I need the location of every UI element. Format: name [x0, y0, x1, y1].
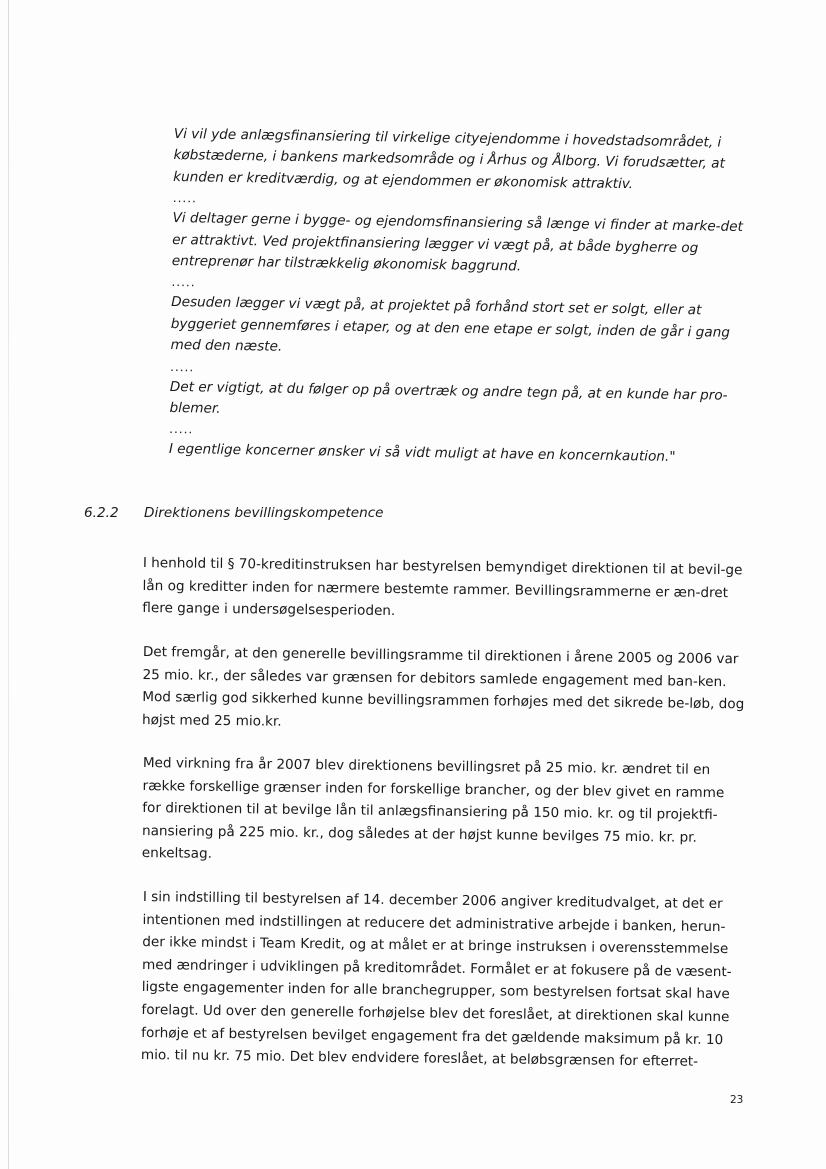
body-text: Med virkning fra år 2007 blev direktionens bevillingsret på 25 mio. kr. ændret til en række forskellige grænser inden for forskellige brancher, og der blev givet en ramme for direktionen til at bevilge lån til anlægsfinansiering på 150 mio. kr. og til projektfi-nansiering på 225 mio. kr., dog således at der højst kunne bevilges 75 mio. kr. pr. enkeltsag.: [141, 754, 725, 863]
section-title: Direktionens bevillingskompetence: [144, 505, 384, 521]
quote-paragraph: Vi vil yde anlægsfinansiering til virkelige cityejendomme i hovedstadsområdet, i købstæderne, i bankens markedsområde og i Århus og Ålborg. Vi forudsætter, at kunden er kreditværdig, og at ejendommen er økonomisk attraktiv.: [173, 125, 726, 193]
quote-paragraph: Det er vigtigt, at du følger op på overtræk og andre tegn på, at en kunde har pro-blemer.: [169, 378, 728, 417]
quote-ellipsis: .....: [171, 275, 196, 290]
quote-ellipsis: .....: [172, 191, 198, 206]
body-paragraph: [142, 752, 747, 872]
body-text: I henhold til § 70-kreditinstruksen har bestyrelsen bemyndiget direktionen til at bevil-ge lån og kreditter inden for nærmere bestemte rammer. Bevillingsrammerne er æn-dret flere gange i undersøgelsesperioden.: [142, 554, 743, 620]
quote-ellipsis: .....: [170, 359, 195, 375]
body-text: I sin indstilling til bestyrelsen af 14. december 2006 angiver kreditudvalget, at det er intentionen med indstillingen at reducere det administrative arbejde i banken, herun-der ikke mindst i Team Kredit, og at målet er at bringe instruksen i overensstemmelse med ændringer i udviklingen på kreditområdet. Formålet er at fokusere på de væsent-ligste engagementer inden for alle branchegrupper, som bestyrelsen fortsat skal have forelagt. Ud over den generelle forhøjelse blev det foreslået, at direktionen skal kunne forhøje et af bestyrelsen bevilget engagement fra det gældende maksimum på kr. 10 mio. til nu kr. 75 mio. Det blev endvidere foreslået, at beløbsgrænsen for efterret-: [140, 888, 732, 1070]
body-paragraph: [141, 886, 747, 1074]
body-paragraph: [142, 552, 747, 627]
quote-paragraph: I egentlige koncerner ønsker vi så vidt muligt at have en koncernkaution.": [168, 441, 676, 466]
quote-paragraph: Desuden lægger vi vægt på, at projektet på forhånd stort set er solgt, eller at byggeriet gennemføres i etaper, og at den ene etape er solgt, inden de går i gang med den næste.: [170, 294, 731, 355]
body-paragraph: [142, 641, 747, 739]
body-text: Det fremgår, at den generelle bevillingsramme til direktionen i årene 2005 og 2006 var 25 mio. kr., der således var grænsen for debitors samlede engagement med ban-ken. Mod særlig god sikkerhed kunne bevillingsrammen forhøjes med det sikrede be-løb, dog højst med 25 mio.kr.: [141, 643, 745, 730]
section-heading: [84, 505, 384, 521]
section-number: 6.2.2: [84, 505, 119, 521]
scan-edge: [8, 0, 9, 1169]
quote-paragraph: Vi deltager gerne i bygge- og ejendomsfinansiering så længe vi finder at marke-det er attraktivt. Ved projektfinansiering lægger vi vægt på, at både bygherre og entreprenør har tilstrækkelig økonomisk baggrund.: [171, 210, 743, 275]
page-number: 23: [730, 1094, 744, 1106]
quote-ellipsis: .....: [169, 422, 194, 437]
quoted-guidelines: [169, 124, 752, 470]
